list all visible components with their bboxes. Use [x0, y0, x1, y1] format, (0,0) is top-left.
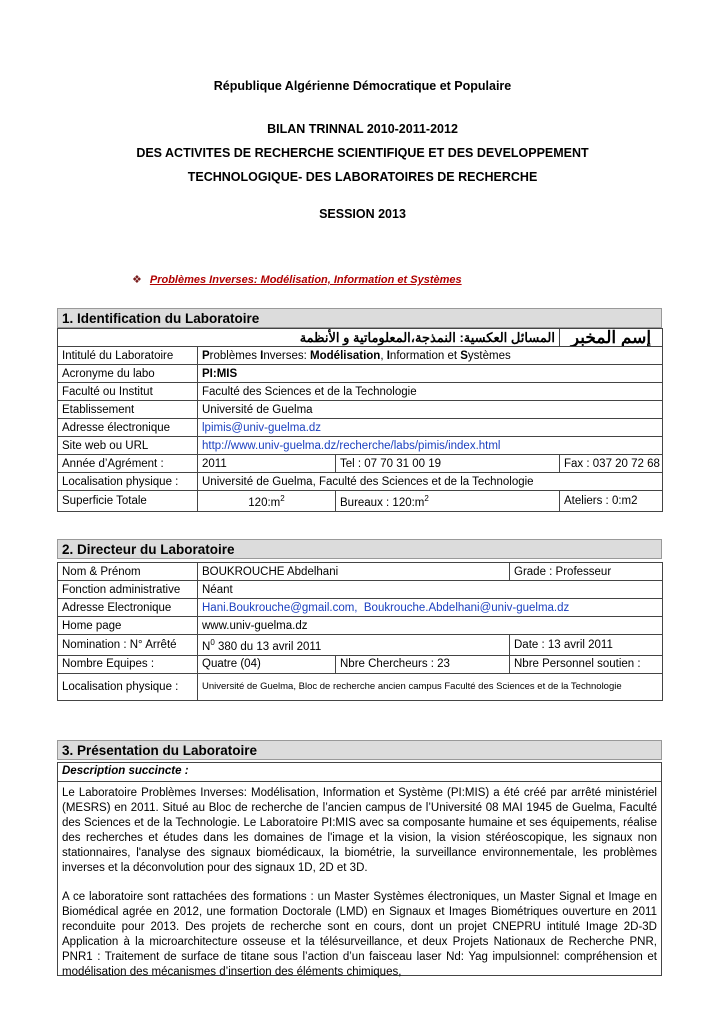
localisation-label: Localisation physique :: [58, 473, 198, 491]
acronyme-label: Acronyme du labo: [58, 365, 198, 383]
equipes-value: Quatre (04): [198, 655, 336, 673]
superficie-value: $120:m^2$: [198, 491, 336, 512]
nomination-label: Nomination : N° Arrêté: [58, 635, 198, 656]
lab-name-bullet: [132, 273, 462, 286]
email-univ-link[interactable]: Boukrouche.Abdelhani@univ-guelma.dz: [363, 601, 570, 614]
annee-label: Année d’Agrément :: [58, 455, 198, 473]
localisation2-value: Université de Guelma, Bloc de recherche ancien campus Faculté des Sciences et de la Technologie: [198, 673, 663, 700]
annee-value: 2011: [198, 455, 336, 473]
header-activites: DES ACTIVITES DE RECHERCHE SCIENTIFIQUE ET DES DEVELOPPEMENT: [136, 146, 589, 160]
diamond-bullet-icon: ❖: [132, 274, 142, 286]
adresse-value: [198, 599, 663, 617]
description-paragraph-1: Le Laboratoire Problèmes Inverses: Modélisation, Information et Système (PI:MIS) a été créé par arrêté ministériel (MESRS) en 2011. Situé au Bloc de recherche de l’ancien campus de l’Université 08 MAI 1945 de Guelma, Faculté des Sciences et de la Technologie. Le Laboratoire PI:MIS avec sa composante humaine et ses équipements, réalise des recherches et études dans les domaines de l'image et la vision, la vision stéréoscopique, les signaux non stationnaires, l'analyse des signaux biomédicaux, la biométrie, la surveillance environnementale, les problèmes inverses et la déconvolution pour des signaux 1D, 2D et 3D.: [62, 787, 657, 874]
header-session: SESSION 2013: [319, 207, 406, 221]
arabic-lab-label: إسم المخبر: [560, 329, 663, 347]
chercheurs-value: Nbre Chercheurs : 23: [336, 655, 510, 673]
directeur-table: [57, 562, 663, 701]
intitule-value: Problèmes Inverses: Modélisation, Information et Systèmes: [198, 347, 663, 365]
fax-value: Fax : 037 20 72 68: [560, 455, 663, 473]
bureaux-value: Bureaux : $120:m^2$: [336, 491, 560, 512]
localisation2-label: Localisation physique :: [58, 673, 198, 700]
equipes-label: Nombre Equipes :: [58, 655, 198, 673]
localisation-value: Université de Guelma, Faculté des Sciences et de la Technologie: [198, 473, 663, 491]
home-label: Home page: [58, 617, 198, 635]
fonction-label: Fonction administrative: [58, 581, 198, 599]
date-value: Date : 13 avril 2011: [510, 635, 663, 656]
faculte-value: Faculté des Sciences et de la Technologie: [198, 383, 663, 401]
description-box: [57, 762, 662, 976]
lab-name-link: Problèmes Inverses: Modélisation, Information et Systèmes: [149, 274, 462, 286]
section-directeur-title: 2. Directeur du Laboratoire: [57, 539, 662, 559]
section-identification-title: 1. Identification du Laboratoire: [57, 308, 662, 328]
acronyme-value: PI:MIS: [198, 365, 663, 383]
nomination-text: 380 du 13 avril 2011: [214, 640, 322, 653]
adresse-label: Adresse Electronique: [58, 599, 198, 617]
nom-label: Nom & Prénom: [58, 563, 198, 581]
tel-value: Tel : 07 70 31 00 19: [336, 455, 560, 473]
ateliers-value: Ateliers : 0:m2: [560, 491, 663, 512]
identification-table: [57, 328, 663, 512]
etablissement-value: Université de Guelma: [198, 401, 663, 419]
nom-value: BOUKROUCHE Abdelhani: [198, 563, 510, 581]
email-link[interactable]: lpimis@univ-guelma.dz: [198, 419, 663, 437]
site-label: Site web ou URL: [58, 437, 198, 455]
description-label: Description succincte :: [58, 763, 661, 782]
header-republic: République Algérienne Démocratique et Populaire: [213, 79, 512, 93]
nomination-value: $N^0$ 380 du 13 avril 2011: [198, 635, 510, 656]
site-url-link[interactable]: http://www.univ-guelma.dz/recherche/labs/pimis/index.html: [198, 437, 663, 455]
bureaux-text: Bureaux : 120:m: [340, 496, 425, 509]
section-presentation-title: 3. Présentation du Laboratoire: [57, 740, 662, 760]
intitule-label: Intitulé du Laboratoire: [58, 347, 198, 365]
grade-value: Grade : Professeur: [510, 563, 663, 581]
etablissement-label: Etablissement: [58, 401, 198, 419]
personnel-value: Nbre Personnel soutien :: [510, 655, 663, 673]
description-paragraph-2: A ce laboratoire sont rattachées des formations : un Master Systèmes électroniques, un Master Signal et Image en Biomédical agrée en 2012, une formation Doctorale (LMD) en Signaux et Images Biométriques ouverture en 2011 reconduite pour 2013. Des projets de recherche sont en cours, dont un projet CNEPRU intitulé Image 2D-3D Application à la microarchitecture osseuse et la télésurveillance, et deux Projets Nationaux de Recherche PNR, PNR1 : Traitement de surface de titane sous l’action d’un faisceau laser Nd: Yag impulsionnel: compréhension et modélisation des mécanismes d’insertion des éléments chimiques,: [62, 891, 657, 978]
arabic-lab-name: المسائل العكسية: النمذجة،المعلوماتية و الأنظمة: [58, 329, 560, 347]
email-label: Adresse électronique: [58, 419, 198, 437]
description-text: [58, 782, 661, 980]
header-bilan: BILAN TRINNAL 2010-2011-2012: [267, 122, 458, 136]
faculte-label: Faculté ou Institut: [58, 383, 198, 401]
fonction-value: Néant: [198, 581, 663, 599]
superficie-label: Superficie Totale: [58, 491, 198, 512]
home-value: www.univ-guelma.dz: [198, 617, 663, 635]
email-gmail-link[interactable]: Hani.Boukrouche@gmail.com,: [202, 601, 358, 614]
header-technologique: TECHNOLOGIQUE- DES LABORATOIRES DE RECHERCHE: [187, 170, 538, 184]
superficie-text: 120:m: [248, 496, 281, 509]
